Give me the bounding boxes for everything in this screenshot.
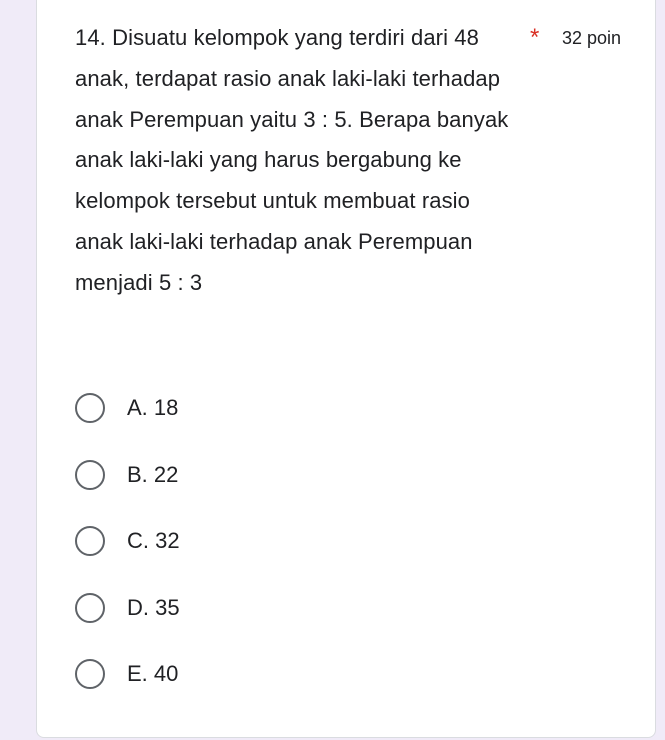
required-asterisk: *: [530, 24, 540, 51]
option-label: A. 18: [127, 395, 179, 421]
question-points: 32 poin: [562, 28, 622, 48]
radio-button-icon[interactable]: [75, 460, 105, 490]
option-e[interactable]: [75, 641, 180, 708]
option-label: B. 22: [127, 461, 179, 487]
option-label: D. 35: [127, 594, 180, 620]
option-label: C. 32: [127, 528, 180, 554]
option-b[interactable]: [75, 442, 180, 509]
radio-button-icon[interactable]: [75, 393, 105, 423]
radio-button-icon[interactable]: [75, 526, 105, 556]
option-label: E. 40: [127, 661, 179, 687]
radio-button-icon[interactable]: [75, 659, 105, 689]
radio-button-icon[interactable]: [75, 593, 105, 623]
answer-options: [75, 375, 180, 708]
option-a[interactable]: [75, 375, 180, 442]
question-text: 14. Disuatu kelompok yang terdiri dari 48 anak, terdapat rasio anak laki-laki terhadap anak Perempuan yaitu 3 : 5. Berapa banyak anak laki-laki yang harus bergabung ke kelompok tersebut untuk membuat rasio anak laki-laki terhadap anak Perempuan menjadi 5 : 3: [75, 25, 509, 295]
question-header: [75, 18, 635, 304]
option-d[interactable]: [75, 575, 180, 642]
option-c[interactable]: [75, 508, 180, 575]
